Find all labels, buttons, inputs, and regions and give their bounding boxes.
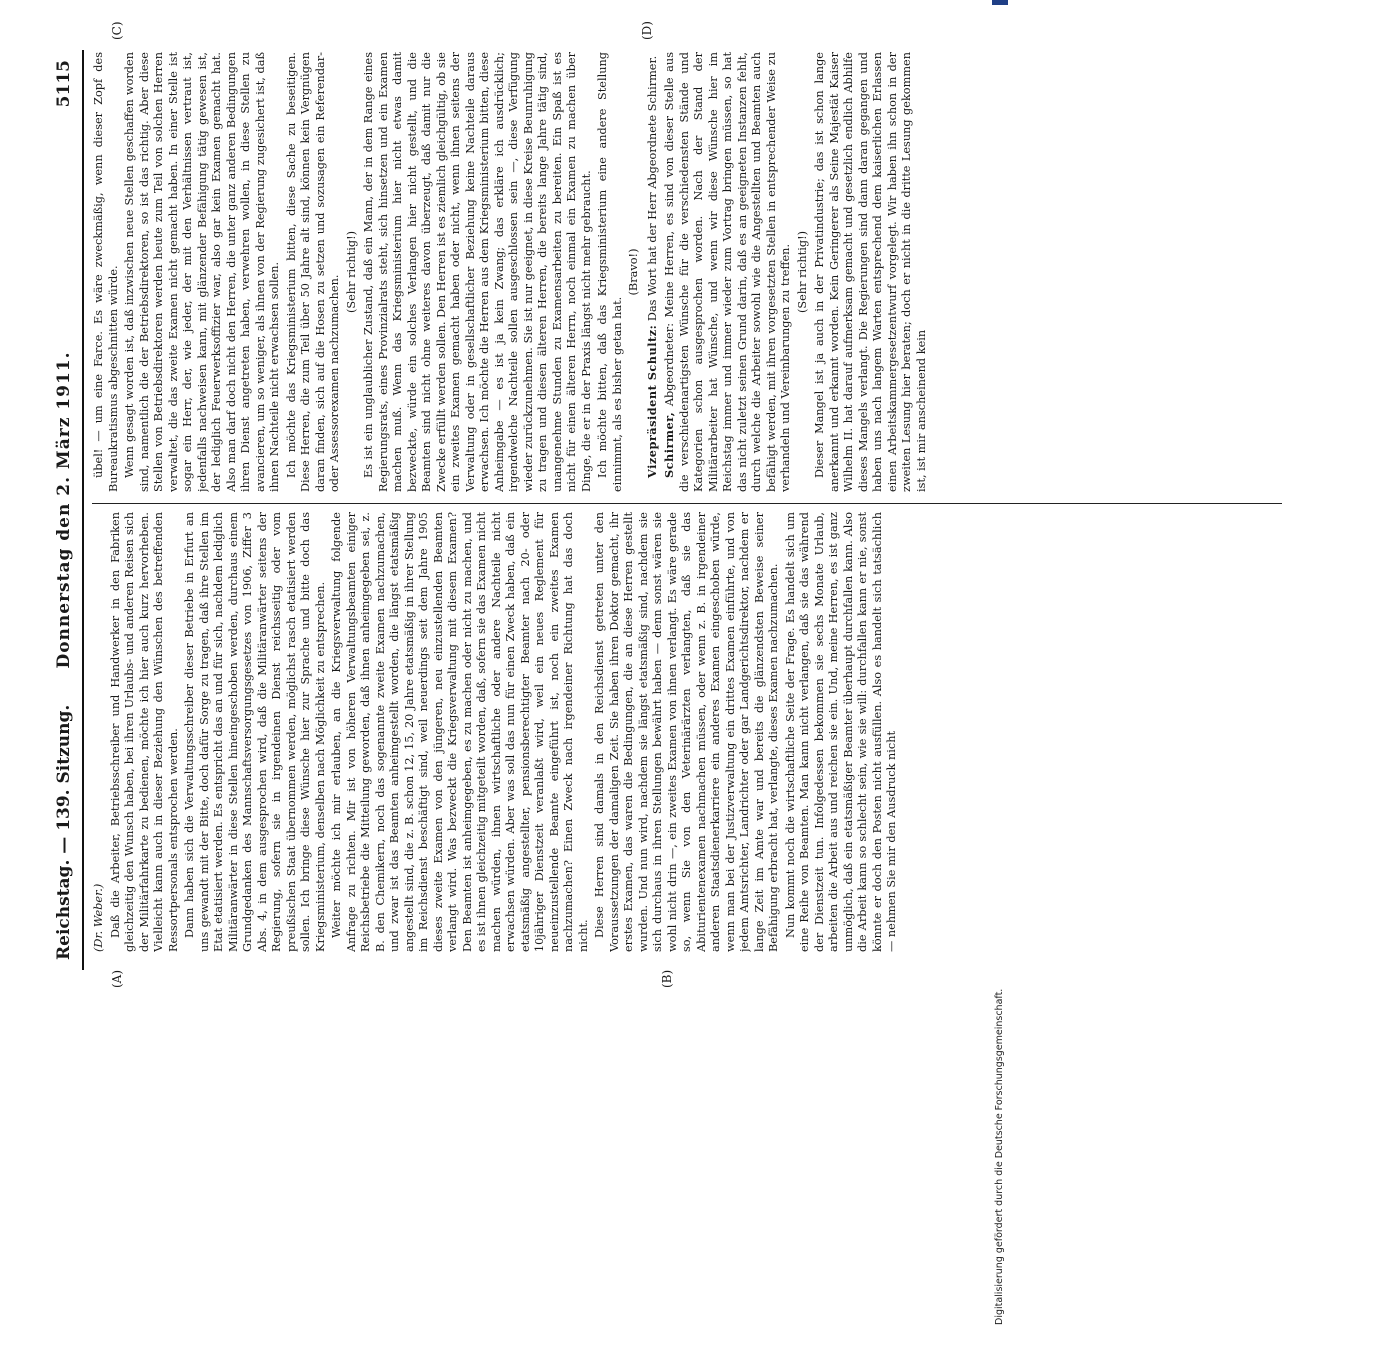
paragraph: Dieser Mangel ist ja auch in der Privatindustrie; das ist schon lange anerkannt und erkannt worden. Kein Geringerer als Seine Majestät Kaiser Wilhelm II. hat darauf aufmerksam gemacht und gesetzlich endlich Abhilfe dieses Mangels verlangt. Die Regierungen sind dann daran gegangen und haben uns nach langem Warten entsprechend dem kaiserlichen Erlassen einen Arbeitskammergesetzentwurf vorgelegt. Wir haben ihn schon in der zweiten Lesung hier beraten; doch er nicht in die dritte Lesung gekommen ist, ist mir anscheinend kein (813, 52, 928, 492)
right-column (92, 52, 1282, 492)
margin-mark-b: (B) (660, 969, 674, 988)
speaker-name: Vizepräsident Schultz: (644, 324, 659, 478)
interjection: (Bravo!) (627, 248, 640, 296)
margin-mark-a: (A) (110, 969, 124, 988)
paragraph: Ich möchte das Kriegsministerium bitten, diese Sache zu beseitigen. Diese Herren, die zum Teil über 50 Jahre alt sind, können kein Vergnügen daran finden, sich auf die Hosen zu setzen und sozusagen ein Referendar- oder Assessorexamen nachzumachen. (284, 52, 341, 492)
paragraph: übel! — um eine Farce. Es wäre zweckmäßig, wenn dieser Zopf des Bureaukratismus abgeschnitten würde. (92, 52, 120, 492)
paragraph: Es ist ein unglaublicher Zustand, daß ein Mann, der in dem Range eines Regierungsrats, eines Provinzialrats steht, sich hinsetzen und ein Examen machen muß. Wenn das Kriegsministerium hier nicht etwas damit bezweckte, würde ein solches Verlangen hier nicht gestellt, und die Beamten sind nicht ohne weiteres davon überzeugt, daß damit nur die Zwecke erfüllt werden sollen. Den Herren ist es ziemlich gleichgültig, ob sie ein zweites Examen gemacht haben oder nicht, wenn ihnen seitens der Verwaltung oder in gesellschaftlicher Beziehung keine Nachteile daraus erwachsen. Ich möchte die Herren aus dem Kriegsministerium bitten, diese Anheimgabe — es ist ja kein Zwang; das erkläre ich ausdrücklich; irgendwelche Nachteile sollen ausgeschlossen sein —, diese Verfügung wieder zurückzunehmen. Sie ist nur geeignet, in diese Kreise Beunruhigung zu tragen und diesen älteren Herren, die bereits lange Jahre tätig sind, unangenehme Stunden zu Examensarbeiten zu bereiten. Ein Spaß ist es nicht für einen älteren Herrn, noch einmal ein Examen zu machen über Dinge, die er in der Praxis längst nicht mehr gebraucht. (362, 52, 593, 492)
interjection: (Sehr richtig!) (795, 230, 809, 314)
speaker-paragraph (645, 52, 661, 492)
header-session: Reichstag. — 139. Sitzung. (54, 704, 74, 960)
column-divider (92, 503, 1282, 504)
paragraph: Ich möchte bitten, daß das Kriegsministerium eine andere Stellung einnimmt, als es bisher getan hat. (596, 52, 624, 492)
paragraph: Daß die Arbeiter, Betriebsschreiber und Handwerker in den Fabriken gleichzeitig den Wunsch haben, bei ihren Urlaubs- und anderen Reisen sich der Militärfahrkarte zu bedienen, möchte ich hier auch kurz hervorheben. Vielleicht kann auch in dieser Beziehung den Wünschen des betreffenden Ressortpersonals entsprochen werden. (108, 512, 180, 952)
paragraph: Wenn gesagt worden ist, daß inzwischen neue Stellen geschaffen worden sind, namentlich die der Betriebsdirektoren, so ist das richtig. Aber diese Stellen von Betriebsdirektoren werden heute zum Teil von solchen Herren verwaltet, die das zweite Examen nicht gemacht haben. In einer Stelle ist sogar ein Herr, der, wie jeder, der mit den Verhältnissen vertraut ist, jedenfalls nachweisen kann, mit glänzender Befähigung tätig gewesen ist, der lediglich Feuerwerksoffizier war, also gar kein Examen gemacht hat. Also man darf doch nicht den Herren, die unter ganz anderen Bedingungen ihren Dienst angetreten haben, verwehren wollen, in diese Stellen zu avancieren, um so weniger, als ihnen von der Regierung zugesichert ist, daß ihnen Nachteile nicht erwachsen sollen. (123, 52, 281, 492)
paragraph: Weiter möchte ich mir erlauben, an die Kriegsverwaltung folgende Anfrage zu richten. Mir ist von höheren Verwaltungsbeamten einiger Reichsbetriebe die Mitteilung geworden, daß ihnen anheimgegeben sei, z. B. den Chemikern, noch das sogenannte zweite Examen nachzumachen, und zwar ist das Beamten anheimgestellt worden, die längst etatsmäßig angestellt sind, die z. B. schon 12, 15, 20 Jahre etatsmäßig in ihrer Stellung im Reichsdienst beschäftigt sind, weil neuerdings seit dem Jahre 1905 dieses zweite Examen von den jüngeren, neu einzustellenden Beamten verlangt wird. Was bezweckt die Kriegsverwaltung mit diesem Examen? Den Beamten ist anheimgegeben, es zu machen oder nicht zu machen, und es ist ihnen gleichzeitig mitgeteilt worden, daß, sofern sie das Examen nicht machen würden, ihnen wirtschaftliche oder andere Nachteile nicht erwachsen würden. Aber was soll das nun für einen Zweck haben, daß ein etatsmäßig angestellter, pensionsberechtigter Beamter nach 20- oder 10jähriger Dienstzeit veranlaßt wird, weil ein neues Reglement für neueinzustellende Beamte eingeführt ist, noch ein zweites Examen nachzumachen? Einen Zweck nach irgendeiner Richtung hat das doch nicht. (330, 512, 590, 952)
speech-text: Abgeordneter: Meine Herren, es sind von dieser Stelle aus die verschiedenartigsten Wünsche für die verschiedensten Stände und Kategorien schon ausgesprochen worden. Nach der Stand der Militärarbeiter hat Wünsche, und wenn wir diese Wünsche hier im Reichstag immer und immer wieder zum Vortrag bringen müssen, so hat das nicht zuletzt seinen Grund darin, daß es an geeigneten Instanzen fehlt, durch welche die Arbeiter sowohl wie die Angestellten und Beamten auch befähigt werden, mit ihren vorgesetzten Stellen in entsprechender Weise zu verhandeln und Vereinbarungen zu treffen. (663, 52, 792, 492)
paragraph: Dann haben sich die Verwaltungsschreiber dieser Betriebe in Erfurt an uns gewandt mit der Bitte, doch dafür Sorge zu tragen, daß ihre Stellen im Etat etatisiert werden. Es entspricht das an und für sich, nachdem lediglich Militäranwärter in diese Stellen hineingeschoben werden, durchaus einem Grundgedanken des Mannschaftsversorgungsgesetzes von 1906, Ziffer 3 Abs. 4, in dem ausgesprochen wird, daß die Militäranwärter seitens der Regierung, sofern sie in irgendeinen Dienst reichsseitig oder vom preußischen Staat übernommen werden, möglichst rasch etatisiert werden sollen. Ich bringe diese Wünsche hier zur Sprache und bitte doch das Kriegsministerium, denselben nach Möglichkeit zu entsprechen. (183, 512, 327, 952)
speaker-paragraph (662, 52, 794, 492)
speaker-continuation: (Dr. Weber.) (92, 883, 105, 952)
margin-mark-c: (C) (110, 21, 124, 40)
speaker-name: Schirmer, (662, 411, 676, 478)
dfg-logo (992, 0, 1008, 5)
speech-text: Das Wort hat der Herr Abgeordnete Schirmer. (645, 55, 659, 322)
margin-mark-d: (D) (640, 21, 654, 40)
page-number: 5115 (54, 60, 74, 108)
page-header (50, 50, 84, 970)
left-column (92, 512, 1282, 952)
credit-text: Digitalisierung gefördert durch die Deutsche Forschungsgemeinschaft. (994, 988, 1005, 1325)
paragraph: Nun kommt noch die wirtschaftliche Seite der Frage. Es handelt sich um eine Reihe von Beamten. Man kann nicht verlangen, daß sie das während der Dienstzeit tun. Infolgedessen bekommen sie sechs Monate Urlaub, arbeiten die Arbeit aus und reichen sie ein. Und, meine Herren, es ist ganz unmöglich, daß ein etatsmäßiger Beamter überhaupt durchfallen kann. Also die Arbeit kann so schlecht sein, wie sie will: durchfallen kann er nie, sonst könnte er doch den Posten nicht ausfüllen. Also es handelt sich tatsächlich — nehmen Sie mir den Ausdruck nicht (783, 512, 898, 952)
header-date: Donnerstag den 2. März 1911. (54, 351, 74, 669)
paragraph: Diese Herren sind damals in den Reichsdienst getreten unter den Voraussetzungen der damaligen Zeit. Sie haben ihren Doktor gemacht, ihr erstes Examen, das waren die Bedingungen, die an diese Herren gestellt wurden. Und nun wird, nachdem sie längst etatsmäßig sind, nachdem sie sich durchaus in ihren Stellungen bewährt haben — denn sonst wären sie wohl nicht drin —, ein zweites Examen von ihnen verlangt. Es wäre gerade so, wenn Sie von den Veterinärärzten verlangten, daß sie das Abiturientenexamen nachmachen müssen, oder wenn z. B. in irgendeiner anderen Staatsdienerkarriere ein anderes Examen eingeschoben würde, wenn man bei der Justizverwaltung ein drittes Examen einführte, und von jedem Amtsrichter, Landrichter oder gar Landgerichtsdirektor, nachdem er lange Zeit im Amte war und bereits die glänzendsten Beweise seiner Befähigung erbracht hat, verlangte, dieses Examen nachzumachen. (593, 512, 780, 952)
interjection: (Sehr richtig!) (344, 230, 358, 314)
